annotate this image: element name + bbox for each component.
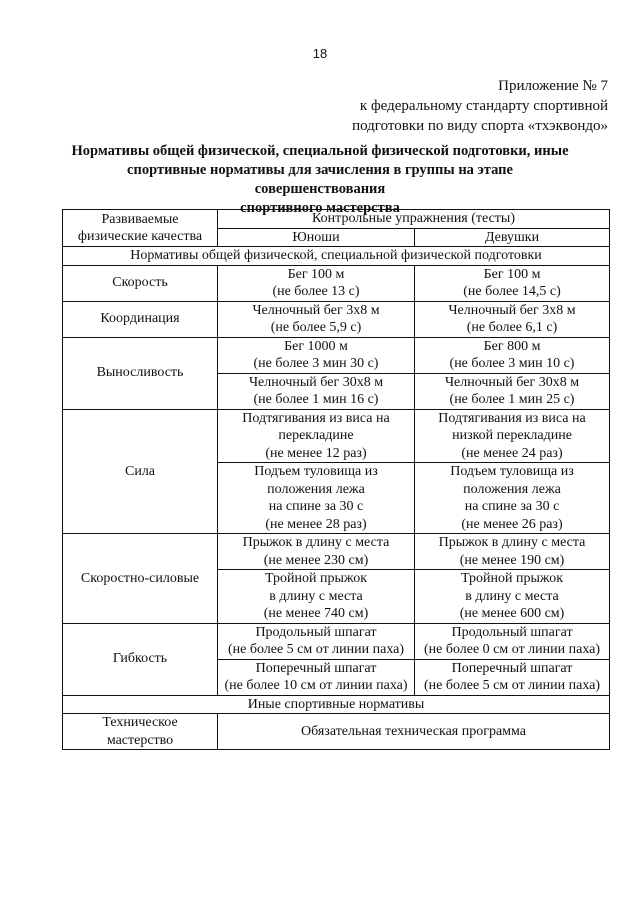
page-number: 18 <box>312 46 328 61</box>
strength-girls-2-line-1: Подъем туловища из <box>450 464 574 479</box>
endurance-boys-2-line-2: (не более 1 мин 16 с) <box>253 392 379 407</box>
endurance-boys-cell-1 <box>218 337 415 373</box>
appendix-line-3: подготовки по виду спорта «тхэквондо» <box>352 118 608 134</box>
flexibility-girls-2-line-2: (не более 5 см от линии паха) <box>423 678 601 693</box>
speed-strength-girls-2-line-2: в длину с места <box>465 588 559 604</box>
endurance-row-1 <box>63 337 610 373</box>
flexibility-girls-cell-2 <box>415 659 610 695</box>
strength-boys-cell-2 <box>218 463 415 534</box>
flexibility-girls-1-line-2: (не более 0 см от линии паха) <box>423 642 601 657</box>
speed-strength-girls-2-line-1: Тройной прыжок <box>460 571 564 586</box>
speed-row <box>63 265 610 301</box>
strength-quality-cell: Сила <box>63 409 218 534</box>
speed-strength-boys-1-line-2: (не менее 230 см) <box>263 552 369 568</box>
strength-girls-1-line-1: Подтягивания из виса на <box>438 410 586 426</box>
speed-strength-girls-1-line-1: Прыжок в длину с места <box>438 535 586 550</box>
title-line-3: спортивного мастерства <box>240 200 400 216</box>
speed-strength-row-1 <box>63 534 610 570</box>
technical-quality-line-1: Техническое <box>102 715 178 730</box>
endurance-quality-cell: Выносливость <box>63 337 218 409</box>
speed-girls-line-2: (не более 14,5 с) <box>463 284 561 299</box>
speed-girls-line-1: Бег 100 м <box>483 266 541 282</box>
strength-girls-2-line-4: (не менее 26 раз) <box>461 516 563 532</box>
norms-table <box>62 209 610 750</box>
speed-quality-cell: Скорость <box>63 265 218 301</box>
strength-girls-2-line-2: положения лежа <box>463 481 561 497</box>
speed-strength-boys-2-line-3: (не менее 740 см) <box>263 606 369 621</box>
flexibility-girls-cell-1 <box>415 623 610 659</box>
coordination-boys-line-1: Челночный бег 3х8 м <box>252 302 380 318</box>
speed-girls-cell <box>415 265 610 301</box>
document-title <box>60 142 580 218</box>
header-row-1 <box>63 210 610 229</box>
speed-boys-cell <box>218 265 415 301</box>
flexibility-boys-1-line-2: (не более 5 см от линии паха) <box>227 642 405 657</box>
header-tests-cell: Контрольные упражнения (тесты) <box>218 210 610 229</box>
section-other-cell: Иные спортивные нормативы <box>63 695 610 714</box>
coordination-boys-line-2: (не более 5,9 с) <box>270 320 362 335</box>
flexibility-quality-cell: Гибкость <box>63 623 218 695</box>
speed-boys-line-2: (не более 13 с) <box>272 284 360 299</box>
strength-boys-cell-1 <box>218 409 415 463</box>
speed-boys-line-1: Бег 100 м <box>287 266 345 282</box>
strength-boys-1-line-3: (не менее 12 раз) <box>265 445 367 461</box>
speed-strength-girls-2-line-3: (не менее 600 см) <box>459 606 565 621</box>
coordination-girls-line-1: Челночный бег 3х8 м <box>448 302 576 318</box>
technical-quality-cell <box>63 714 218 750</box>
flexibility-row-1 <box>63 623 610 659</box>
strength-boys-2-line-1: Подъем туловища из <box>254 464 378 479</box>
speed-strength-girls-cell-1 <box>415 534 610 570</box>
endurance-girls-2-line-1: Челночный бег 30х8 м <box>444 374 580 390</box>
speed-strength-quality-cell: Скоростно-силовые <box>63 534 218 624</box>
flexibility-girls-1-line-1: Продольный шпагат <box>451 624 573 640</box>
technical-row <box>63 714 610 750</box>
header-quality-line-2: физические качества <box>77 229 203 244</box>
speed-strength-girls-cell-2 <box>415 570 610 624</box>
title-line-2: спортивные нормативы для зачисления в группы на этапе совершенствования <box>127 162 513 197</box>
coordination-row <box>63 301 610 337</box>
section-ofp-cell: Нормативы общей физической, специальной физической подготовки <box>63 247 610 266</box>
technical-quality-line-2: мастерство <box>106 732 174 748</box>
strength-boys-2-line-4: (не менее 28 раз) <box>265 516 367 532</box>
endurance-girls-cell-1 <box>415 337 610 373</box>
appendix-line-1: Приложение № 7 <box>498 78 608 94</box>
speed-strength-boys-1-line-1: Прыжок в длину с места <box>242 535 390 550</box>
flexibility-boys-cell-2 <box>218 659 415 695</box>
header-quality-cell <box>63 210 218 247</box>
coordination-boys-cell <box>218 301 415 337</box>
coordination-quality-cell: Координация <box>63 301 218 337</box>
header-boys-cell: Юноши <box>218 228 415 247</box>
flexibility-boys-2-line-1: Поперечный шпагат <box>255 660 377 676</box>
endurance-boys-1-line-1: Бег 1000 м <box>284 338 348 354</box>
title-line-1: Нормативы общей физической, специальной физической подготовки, иные <box>71 143 569 159</box>
strength-boys-2-line-3: на спине за 30 с <box>268 499 364 514</box>
header-quality-line-1: Развиваемые <box>101 211 179 227</box>
strength-girls-cell-1 <box>415 409 610 463</box>
flexibility-boys-cell-1 <box>218 623 415 659</box>
endurance-girls-1-line-1: Бег 800 м <box>483 338 541 354</box>
strength-boys-1-line-1: Подтягивания из виса на <box>242 410 390 426</box>
endurance-boys-2-line-1: Челночный бег 30х8 м <box>248 374 384 390</box>
section-other-row <box>63 695 610 714</box>
speed-strength-boys-2-line-2: в длину с места <box>269 588 363 604</box>
strength-girls-1-line-3: (не менее 24 раз) <box>461 445 563 461</box>
flexibility-boys-2-line-2: (не более 10 см от линии паха) <box>224 678 408 693</box>
section-ofp-row <box>63 247 610 266</box>
speed-strength-boys-cell-1 <box>218 534 415 570</box>
strength-girls-2-line-3: на спине за 30 с <box>464 499 560 514</box>
speed-strength-boys-cell-2 <box>218 570 415 624</box>
endurance-girls-2-line-2: (не более 1 мин 25 с) <box>449 392 575 407</box>
strength-boys-2-line-2: положения лежа <box>267 481 365 497</box>
speed-strength-girls-1-line-2: (не менее 190 см) <box>459 552 565 568</box>
strength-row-1 <box>63 409 610 463</box>
endurance-boys-cell-2 <box>218 373 415 409</box>
appendix-heading <box>352 76 608 136</box>
appendix-line-2: к федеральному стандарту спортивной <box>359 98 608 114</box>
flexibility-girls-2-line-1: Поперечный шпагат <box>451 660 573 676</box>
strength-girls-cell-2 <box>415 463 610 534</box>
coordination-girls-cell <box>415 301 610 337</box>
endurance-boys-1-line-2: (не более 3 мин 30 с) <box>253 356 379 371</box>
endurance-girls-cell-2 <box>415 373 610 409</box>
flexibility-boys-1-line-1: Продольный шпагат <box>255 624 377 640</box>
strength-girls-1-line-2: низкой перекладине <box>452 428 572 443</box>
technical-value-cell: Обязательная техническая программа <box>218 714 610 750</box>
speed-strength-boys-2-line-1: Тройной прыжок <box>264 571 368 586</box>
endurance-girls-1-line-2: (не более 3 мин 10 с) <box>449 356 575 371</box>
header-girls-cell: Девушки <box>415 228 610 247</box>
strength-boys-1-line-2: перекладине <box>278 428 354 443</box>
coordination-girls-line-2: (не более 6,1 с) <box>466 320 558 335</box>
